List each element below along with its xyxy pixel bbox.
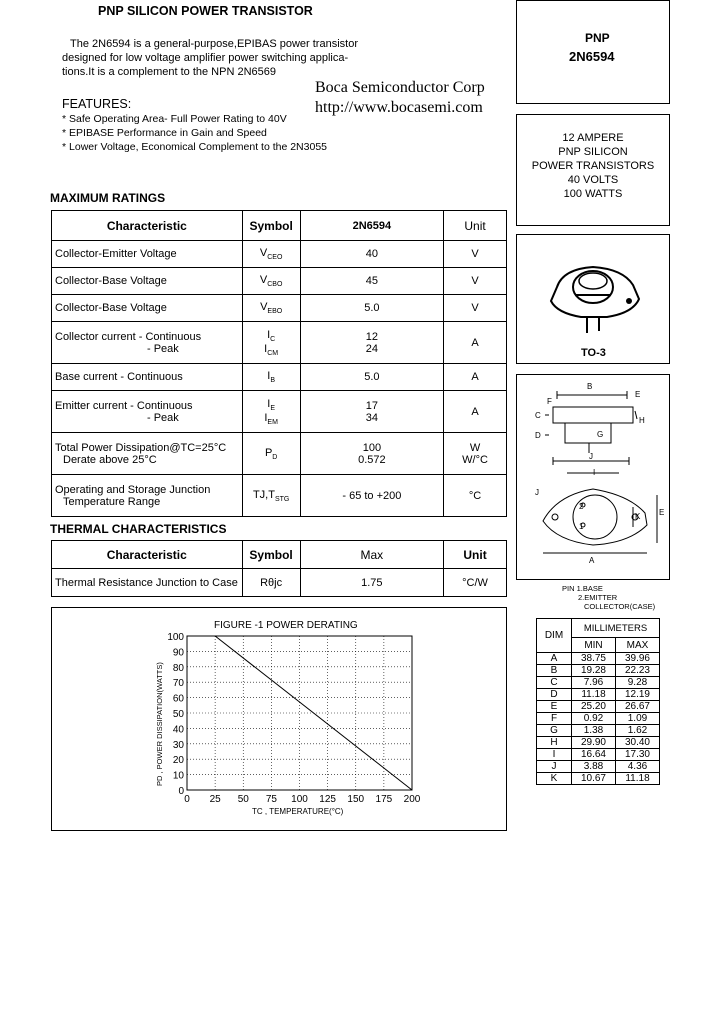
pin-legend-2: 2.EMITTER [578, 593, 618, 602]
dimensions-table [536, 618, 660, 785]
unit-cell [444, 322, 507, 364]
dim-row [537, 653, 660, 665]
outline-label: H [639, 416, 645, 425]
unit-cell [444, 433, 507, 475]
outline-label: E [635, 390, 641, 399]
thermal-row [52, 569, 507, 597]
dim-cell: 1.62 [615, 725, 659, 737]
dim-row [537, 761, 660, 773]
outline-box [516, 374, 670, 580]
col-header: Unit [444, 211, 507, 241]
characteristic-text: Operating and Storage Junction [55, 483, 211, 496]
value-text: 17 [365, 399, 378, 412]
thermal-table [51, 540, 507, 597]
part-number: 2N6594 [569, 49, 615, 64]
part-box [516, 0, 670, 104]
max-ratings-row [52, 295, 507, 322]
dim-cell: 0.92 [572, 713, 616, 725]
dim-row [537, 689, 660, 701]
value-text: 0.572 [358, 453, 386, 466]
characteristic-text: - Peak [147, 342, 179, 355]
characteristic-text: Total Power Dissipation@TC=25°C [55, 441, 227, 454]
feature-text: Safe Operating Area- Full Power Rating to 40V [69, 113, 287, 125]
unit-text: °C [468, 489, 482, 502]
dim-cell: D [537, 689, 572, 701]
symbol-sub: EM [267, 418, 278, 426]
max-ratings-row [52, 322, 507, 364]
characteristic-text: Derate above 25°C [63, 453, 157, 466]
dim-cell: 4.36 [615, 761, 659, 773]
y-tick-label: 60 [172, 693, 184, 705]
x-tick-label: 200 [403, 794, 421, 805]
dim-cell: 29.90 [572, 737, 616, 749]
col-header: Symbol [242, 211, 300, 241]
package-box [516, 234, 670, 364]
dim-header-row [537, 619, 660, 638]
symbol-main: V [260, 301, 268, 313]
characteristic-text: - Peak [147, 411, 179, 424]
symbol-text [246, 247, 297, 261]
col-header: Characteristic [52, 211, 243, 241]
dim-cell: K [537, 773, 572, 785]
symbol-sub: EBO [267, 308, 283, 315]
dim-cell: I [537, 749, 572, 761]
unit-text: W [469, 441, 481, 454]
max-ratings-row [52, 391, 507, 433]
outline-drawing [517, 375, 669, 579]
feature-text: EPIBASE Performance in Gain and Speed [69, 127, 267, 139]
outline-label: F [547, 397, 552, 406]
outline-label: 1 [579, 522, 584, 531]
col-header: 2N6594 [300, 211, 444, 241]
symbol-text [246, 447, 297, 461]
value-text: 100 [362, 441, 382, 454]
dim-cell: B [537, 665, 572, 677]
dim-cell: 26.67 [615, 701, 659, 713]
max-ratings-table [51, 210, 507, 517]
x-tick-label: 175 [375, 794, 393, 805]
summary-line: PNP SILICON [558, 146, 628, 158]
symbol-main: TJ,T [252, 488, 275, 501]
symbol-main: I [264, 411, 268, 424]
pin-legend-3: COLLECTOR(CASE) [584, 602, 656, 611]
summary-line: 40 VOLTS [567, 174, 619, 186]
symbol-sub: C [270, 335, 276, 343]
to3-package-image [517, 235, 669, 345]
unit-text: V [471, 248, 479, 260]
package-label: TO-3 [581, 347, 606, 359]
value-text: 5.0 [364, 371, 380, 383]
summary-line: 12 AMPERE [562, 132, 624, 144]
symbol-text [246, 412, 297, 426]
value-text: 12 [365, 330, 378, 343]
dim-row [537, 677, 660, 689]
characteristic-text: Collector-Emitter Voltage [55, 248, 177, 260]
y-tick-label: 20 [172, 755, 184, 767]
max-ratings-row [52, 268, 507, 295]
dim-cell: 22.23 [615, 665, 659, 677]
value-cell [300, 364, 444, 391]
x-tick-label: 100 [291, 794, 308, 805]
value-cell [300, 475, 444, 517]
characteristic-text: Collector-Base Voltage [55, 302, 167, 314]
symbol-cell [242, 475, 300, 517]
x-tick-label: 150 [347, 794, 365, 805]
symbol-sub: B [270, 377, 276, 384]
symbol-text [246, 398, 297, 412]
symbol-text [246, 343, 297, 357]
dim-cell: A [537, 653, 572, 665]
x-tick-label: 0 [184, 794, 190, 805]
symbol-cell [242, 295, 300, 322]
value-cell [300, 268, 444, 295]
company-name: Boca Semiconductor Corp [315, 79, 485, 96]
outline-label: E [659, 508, 665, 517]
value-text: 24 [365, 342, 378, 355]
x-tick-label: 50 [237, 794, 249, 805]
summary-line: 100 WATTS [563, 188, 623, 200]
symbol-sub: D [272, 453, 278, 461]
value-text: 40 [365, 248, 378, 260]
characteristic-cell [52, 241, 243, 268]
company-url: http://www.bocasemi.com [315, 99, 483, 116]
intro-line-2: designed for low voltage amplifier power switching applica- [62, 52, 349, 64]
characteristic-cell [52, 391, 243, 433]
symbol-text [246, 489, 297, 503]
dim-cell: 1.09 [615, 713, 659, 725]
unit-cell [444, 268, 507, 295]
y-tick-label: 10 [172, 770, 184, 782]
characteristic-cell [52, 475, 243, 517]
dim-cell: 11.18 [615, 773, 659, 785]
characteristic-cell [52, 364, 243, 391]
characteristic-text: Temperature Range [63, 495, 161, 508]
value-text: - 65 to +200 [342, 489, 402, 502]
feature-item: * Safe Operating Area- Full Power Rating to 40V [62, 113, 287, 125]
power-derating-chart [52, 608, 506, 830]
characteristic-text: Base current - Continuous [55, 371, 183, 383]
min-header: MIN [572, 638, 616, 653]
outline-label: J [589, 452, 593, 461]
symbol-text [246, 274, 297, 288]
col-header: Characteristic [52, 541, 243, 569]
unit-cell [444, 364, 507, 391]
unit-text: V [471, 275, 479, 287]
dim-cell: 39.96 [615, 653, 659, 665]
y-tick-label: 40 [172, 724, 184, 736]
symbol-main: I [267, 370, 271, 382]
dim-row [537, 701, 660, 713]
max-ratings-row [52, 433, 507, 475]
dim-cell: 17.30 [615, 749, 659, 761]
page-title: PNP SILICON POWER TRANSISTOR [98, 4, 313, 18]
dim-cell: 10.67 [572, 773, 616, 785]
symbol-sub: CM [267, 349, 279, 357]
chart-title: FIGURE -1 POWER DERATING [214, 620, 358, 631]
dim-cell: 12.19 [615, 689, 659, 701]
dim-cell: 11.18 [572, 689, 616, 701]
value-cell [300, 322, 444, 364]
thermal-header-row [52, 541, 507, 569]
dim-cell: J [537, 761, 572, 773]
features-heading: FEATURES: [62, 97, 132, 111]
max-ratings-heading: MAXIMUM RATINGS [50, 191, 166, 205]
y-tick-label: 30 [172, 739, 184, 751]
dim-cell: 25.20 [572, 701, 616, 713]
y-tick-label: 90 [172, 647, 184, 659]
symbol-main: V [259, 274, 268, 286]
dim-cell: E [537, 701, 572, 713]
dim-row [537, 725, 660, 737]
y-tick-label: 100 [167, 632, 184, 643]
characteristic-text: Collector-Base Voltage [55, 275, 167, 287]
thermal-heading: THERMAL CHARACTERISTICS [50, 522, 227, 536]
dim-cell: H [537, 737, 572, 749]
y-tick-label: 70 [172, 678, 184, 690]
summary-line: POWER TRANSISTORS [531, 160, 655, 172]
col-header: Unit [444, 541, 507, 569]
dim-cell: 1.38 [572, 725, 616, 737]
unit-cell [444, 475, 507, 517]
dim-cell: 30.40 [615, 737, 659, 749]
symbol-cell [242, 322, 300, 364]
outline-label: 2 [579, 502, 584, 511]
value-cell [300, 433, 444, 475]
symbol-cell [242, 268, 300, 295]
symbol-cell [242, 433, 300, 475]
value-text: 34 [365, 411, 378, 424]
y-tick-label: 80 [172, 662, 184, 674]
characteristic-cell [52, 322, 243, 364]
outline-label: A [589, 556, 595, 565]
unit-text: A [471, 336, 479, 349]
x-tick-label: 75 [265, 794, 277, 805]
feature-item: * Lower Voltage, Economical Complement to the 2N3055 [62, 141, 327, 153]
value-text: 5.0 [364, 302, 380, 314]
symbol-main: P [264, 446, 273, 459]
outline-label: C [535, 411, 541, 420]
intro-line-3: tions.It is a complement to the NPN 2N6569 [62, 66, 276, 78]
max-ratings-row [52, 364, 507, 391]
symbol-main: I [267, 328, 271, 341]
dim-cell: 38.75 [572, 653, 616, 665]
dim-cell: C [537, 677, 572, 689]
max-ratings-row [52, 241, 507, 268]
part-type: PNP [585, 31, 610, 45]
max-ratings-header-row [52, 211, 507, 241]
thermal-val: 1.75 [300, 569, 444, 597]
symbol-cell [242, 391, 300, 433]
characteristic-text: Emitter current - Continuous [55, 399, 193, 412]
unit-cell [444, 295, 507, 322]
symbol-main: V [259, 247, 268, 259]
symbol-cell [242, 364, 300, 391]
y-axis-label: PD , POWER DISSIPATION(WATTS) [155, 662, 164, 786]
symbol-text [246, 329, 297, 343]
max-ratings-row [52, 475, 507, 517]
dim-cell: 16.64 [572, 749, 616, 761]
dim-cell: G [537, 725, 572, 737]
unit-cell [444, 391, 507, 433]
intro-line-1: The 2N6594 is a general-purpose,EPIBAS power transistor [70, 38, 358, 50]
characteristic-text: Collector current - Continuous [55, 330, 202, 343]
outline-label: K [635, 512, 641, 521]
outline-label: I [593, 468, 596, 477]
unit-cell [444, 241, 507, 268]
col-header: Max [300, 541, 444, 569]
symbol-cell [242, 241, 300, 268]
thermal-sym: Rθjc [242, 569, 300, 597]
power-derating-chart-box [51, 607, 507, 831]
dim-cell: 9.28 [615, 677, 659, 689]
unit-text: W/°C [462, 453, 488, 466]
value-cell [300, 241, 444, 268]
x-axis-label: TC , TEMPERATURE(°C) [252, 807, 344, 816]
symbol-main: I [264, 342, 268, 355]
outline-label: B [587, 382, 593, 391]
outline-label: J [535, 488, 539, 497]
dim-row [537, 749, 660, 761]
outline-label: D [535, 431, 541, 440]
symbol-sub: E [270, 404, 276, 412]
characteristic-cell [52, 295, 243, 322]
x-tick-label: 125 [319, 794, 336, 805]
symbol-main: I [267, 397, 271, 410]
dim-row [537, 737, 660, 749]
dim-cell: F [537, 713, 572, 725]
col-header: Symbol [242, 541, 300, 569]
millimeters-header: MILLIMETERS [572, 619, 660, 638]
unit-text: V [471, 302, 479, 314]
y-tick-label: 0 [178, 786, 184, 797]
feature-item: * EPIBASE Performance in Gain and Speed [62, 127, 267, 139]
characteristic-cell [52, 433, 243, 475]
value-text: 45 [365, 275, 378, 287]
dim-row [537, 773, 660, 785]
dim-header: DIM [537, 619, 572, 653]
symbol-sub: CBO [267, 281, 283, 288]
symbol-text [246, 370, 297, 384]
pin-legend-1: PIN 1.BASE [562, 584, 603, 593]
value-cell [300, 391, 444, 433]
unit-text: A [471, 371, 479, 383]
dim-cell: 19.28 [572, 665, 616, 677]
y-tick-label: 50 [172, 709, 184, 720]
thermal-char: Thermal Resistance Junction to Case [52, 569, 243, 597]
x-tick-label: 25 [209, 794, 221, 805]
summary-box [516, 114, 670, 226]
dim-row [537, 665, 660, 677]
unit-text: A [471, 405, 479, 418]
symbol-text [246, 301, 297, 315]
thermal-unit: °C/W [444, 569, 507, 597]
symbol-sub: CEO [267, 254, 283, 261]
dim-cell: 3.88 [572, 761, 616, 773]
characteristic-cell [52, 268, 243, 295]
symbol-sub: STG [274, 495, 290, 503]
feature-text: Lower Voltage, Economical Complement to the 2N3055 [69, 141, 327, 153]
outline-label: G [597, 430, 604, 439]
dim-row [537, 713, 660, 725]
dim-cell: 7.96 [572, 677, 616, 689]
value-cell [300, 295, 444, 322]
max-header: MAX [615, 638, 659, 653]
